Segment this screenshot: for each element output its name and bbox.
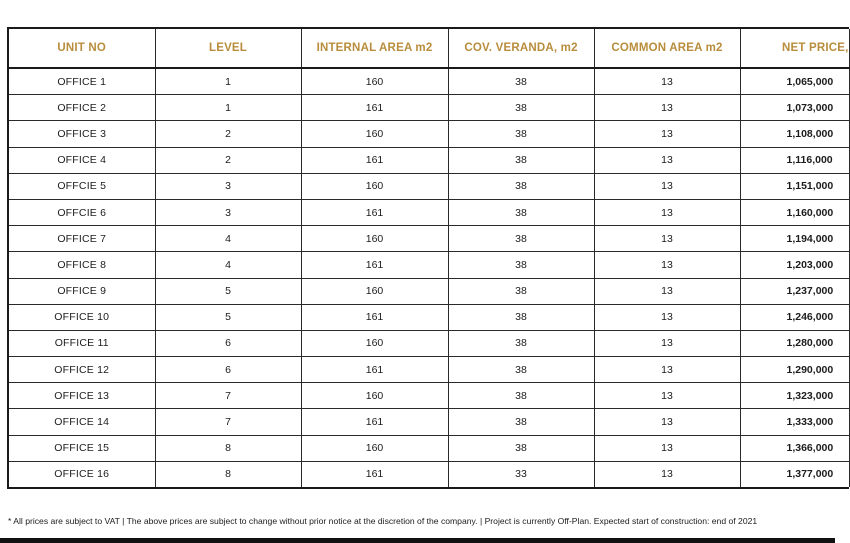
cell-net-price: 1,065,000	[740, 68, 849, 95]
cell-net-price: 1,323,000	[740, 383, 849, 409]
cell-internal-area: 161	[301, 147, 448, 173]
cell-internal-area: 161	[301, 199, 448, 225]
table-header	[9, 29, 849, 68]
cell-common-area: 13	[594, 121, 740, 147]
cell-level: 2	[155, 147, 301, 173]
cell-internal-area: 160	[301, 121, 448, 147]
table-row	[9, 357, 849, 383]
table-row	[9, 173, 849, 199]
header-unit-no: UNIT NO	[9, 29, 155, 68]
cell-common-area: 13	[594, 409, 740, 435]
cell-net-price: 1,377,000	[740, 461, 849, 487]
cell-unit-no: OFFCIE 5	[9, 173, 155, 199]
cell-unit-no: OFFICE 9	[9, 278, 155, 304]
cell-net-price: 1,333,000	[740, 409, 849, 435]
cell-net-price: 1,108,000	[740, 121, 849, 147]
table-row	[9, 461, 849, 487]
cell-level: 1	[155, 95, 301, 121]
table-row	[9, 226, 849, 252]
cell-common-area: 13	[594, 95, 740, 121]
cell-cov-veranda: 33	[448, 461, 594, 487]
cell-net-price: 1,151,000	[740, 173, 849, 199]
cell-common-area: 13	[594, 252, 740, 278]
header-level: LEVEL	[155, 29, 301, 68]
cell-cov-veranda: 38	[448, 147, 594, 173]
cell-unit-no: OFFICE 14	[9, 409, 155, 435]
bottom-bar	[0, 538, 835, 543]
cell-net-price: 1,280,000	[740, 330, 849, 356]
header-net-price: NET PRICE,	[740, 29, 849, 68]
cell-level: 7	[155, 409, 301, 435]
cell-level: 7	[155, 383, 301, 409]
cell-unit-no: OFFICE 10	[9, 304, 155, 330]
cell-common-area: 13	[594, 330, 740, 356]
cell-unit-no: OFFICE 13	[9, 383, 155, 409]
cell-internal-area: 160	[301, 278, 448, 304]
cell-common-area: 13	[594, 435, 740, 461]
table-row	[9, 409, 849, 435]
cell-common-area: 13	[594, 357, 740, 383]
cell-net-price: 1,116,000	[740, 147, 849, 173]
cell-net-price: 1,203,000	[740, 252, 849, 278]
cell-level: 5	[155, 304, 301, 330]
cell-unit-no: OFFICE 2	[9, 95, 155, 121]
cell-level: 6	[155, 330, 301, 356]
table-row	[9, 330, 849, 356]
cell-internal-area: 161	[301, 357, 448, 383]
cell-level: 4	[155, 252, 301, 278]
cell-common-area: 13	[594, 199, 740, 225]
cell-unit-no: OFFICE 3	[9, 121, 155, 147]
cell-common-area: 13	[594, 278, 740, 304]
cell-cov-veranda: 38	[448, 383, 594, 409]
cell-level: 2	[155, 121, 301, 147]
table-row	[9, 252, 849, 278]
cell-internal-area: 160	[301, 226, 448, 252]
cell-cov-veranda: 38	[448, 409, 594, 435]
cell-unit-no: OFFICE 12	[9, 357, 155, 383]
cell-common-area: 13	[594, 68, 740, 95]
table-row	[9, 199, 849, 225]
cell-common-area: 13	[594, 304, 740, 330]
cell-cov-veranda: 38	[448, 199, 594, 225]
cell-internal-area: 160	[301, 330, 448, 356]
cell-cov-veranda: 38	[448, 173, 594, 199]
cell-cov-veranda: 38	[448, 121, 594, 147]
cell-common-area: 13	[594, 226, 740, 252]
table-row	[9, 383, 849, 409]
header-common-area: COMMON AREA m2	[594, 29, 740, 68]
cell-cov-veranda: 38	[448, 95, 594, 121]
table-row	[9, 95, 849, 121]
cell-level: 8	[155, 435, 301, 461]
cell-internal-area: 161	[301, 95, 448, 121]
cell-unit-no: OFFICE 1	[9, 68, 155, 95]
table-row	[9, 68, 849, 95]
cell-cov-veranda: 38	[448, 357, 594, 383]
cell-net-price: 1,194,000	[740, 226, 849, 252]
cell-cov-veranda: 38	[448, 435, 594, 461]
cell-cov-veranda: 38	[448, 252, 594, 278]
cell-net-price: 1,160,000	[740, 199, 849, 225]
cell-unit-no: OFFICE 16	[9, 461, 155, 487]
price-table-container	[7, 27, 849, 489]
cell-unit-no: OFFICE 8	[9, 252, 155, 278]
cell-cov-veranda: 38	[448, 278, 594, 304]
price-table	[9, 29, 850, 487]
cell-net-price: 1,290,000	[740, 357, 849, 383]
cell-net-price: 1,366,000	[740, 435, 849, 461]
cell-internal-area: 160	[301, 173, 448, 199]
cell-unit-no: OFFICE 4	[9, 147, 155, 173]
cell-net-price: 1,246,000	[740, 304, 849, 330]
cell-unit-no: OFFICE 7	[9, 226, 155, 252]
cell-internal-area: 161	[301, 409, 448, 435]
cell-common-area: 13	[594, 461, 740, 487]
cell-net-price: 1,073,000	[740, 95, 849, 121]
cell-level: 8	[155, 461, 301, 487]
header-internal-area: INTERNAL AREA m2	[301, 29, 448, 68]
cell-cov-veranda: 38	[448, 226, 594, 252]
table-row	[9, 147, 849, 173]
cell-level: 5	[155, 278, 301, 304]
cell-cov-veranda: 38	[448, 330, 594, 356]
cell-level: 3	[155, 199, 301, 225]
cell-common-area: 13	[594, 383, 740, 409]
table-row	[9, 278, 849, 304]
footnote: * All prices are subject to VAT | The above prices are subject to change without prior notice at the discretion of the company. | Project is currently Off-Plan. Expected start of construction: end of 2021	[8, 516, 758, 526]
cell-level: 6	[155, 357, 301, 383]
table-row	[9, 121, 849, 147]
cell-cov-veranda: 38	[448, 304, 594, 330]
table-body	[9, 68, 849, 487]
cell-level: 4	[155, 226, 301, 252]
cell-unit-no: OFFICE 15	[9, 435, 155, 461]
cell-internal-area: 160	[301, 435, 448, 461]
cell-internal-area: 160	[301, 383, 448, 409]
cell-internal-area: 161	[301, 304, 448, 330]
cell-common-area: 13	[594, 147, 740, 173]
table-row	[9, 435, 849, 461]
cell-internal-area: 161	[301, 461, 448, 487]
cell-unit-no: OFFICE 11	[9, 330, 155, 356]
cell-internal-area: 161	[301, 252, 448, 278]
cell-unit-no: OFFCIE 6	[9, 199, 155, 225]
cell-level: 1	[155, 68, 301, 95]
cell-internal-area: 160	[301, 68, 448, 95]
cell-common-area: 13	[594, 173, 740, 199]
cell-level: 3	[155, 173, 301, 199]
cell-net-price: 1,237,000	[740, 278, 849, 304]
cell-cov-veranda: 38	[448, 68, 594, 95]
table-row	[9, 304, 849, 330]
header-cov-veranda: COV. VERANDA, m2	[448, 29, 594, 68]
header-row	[9, 29, 849, 68]
